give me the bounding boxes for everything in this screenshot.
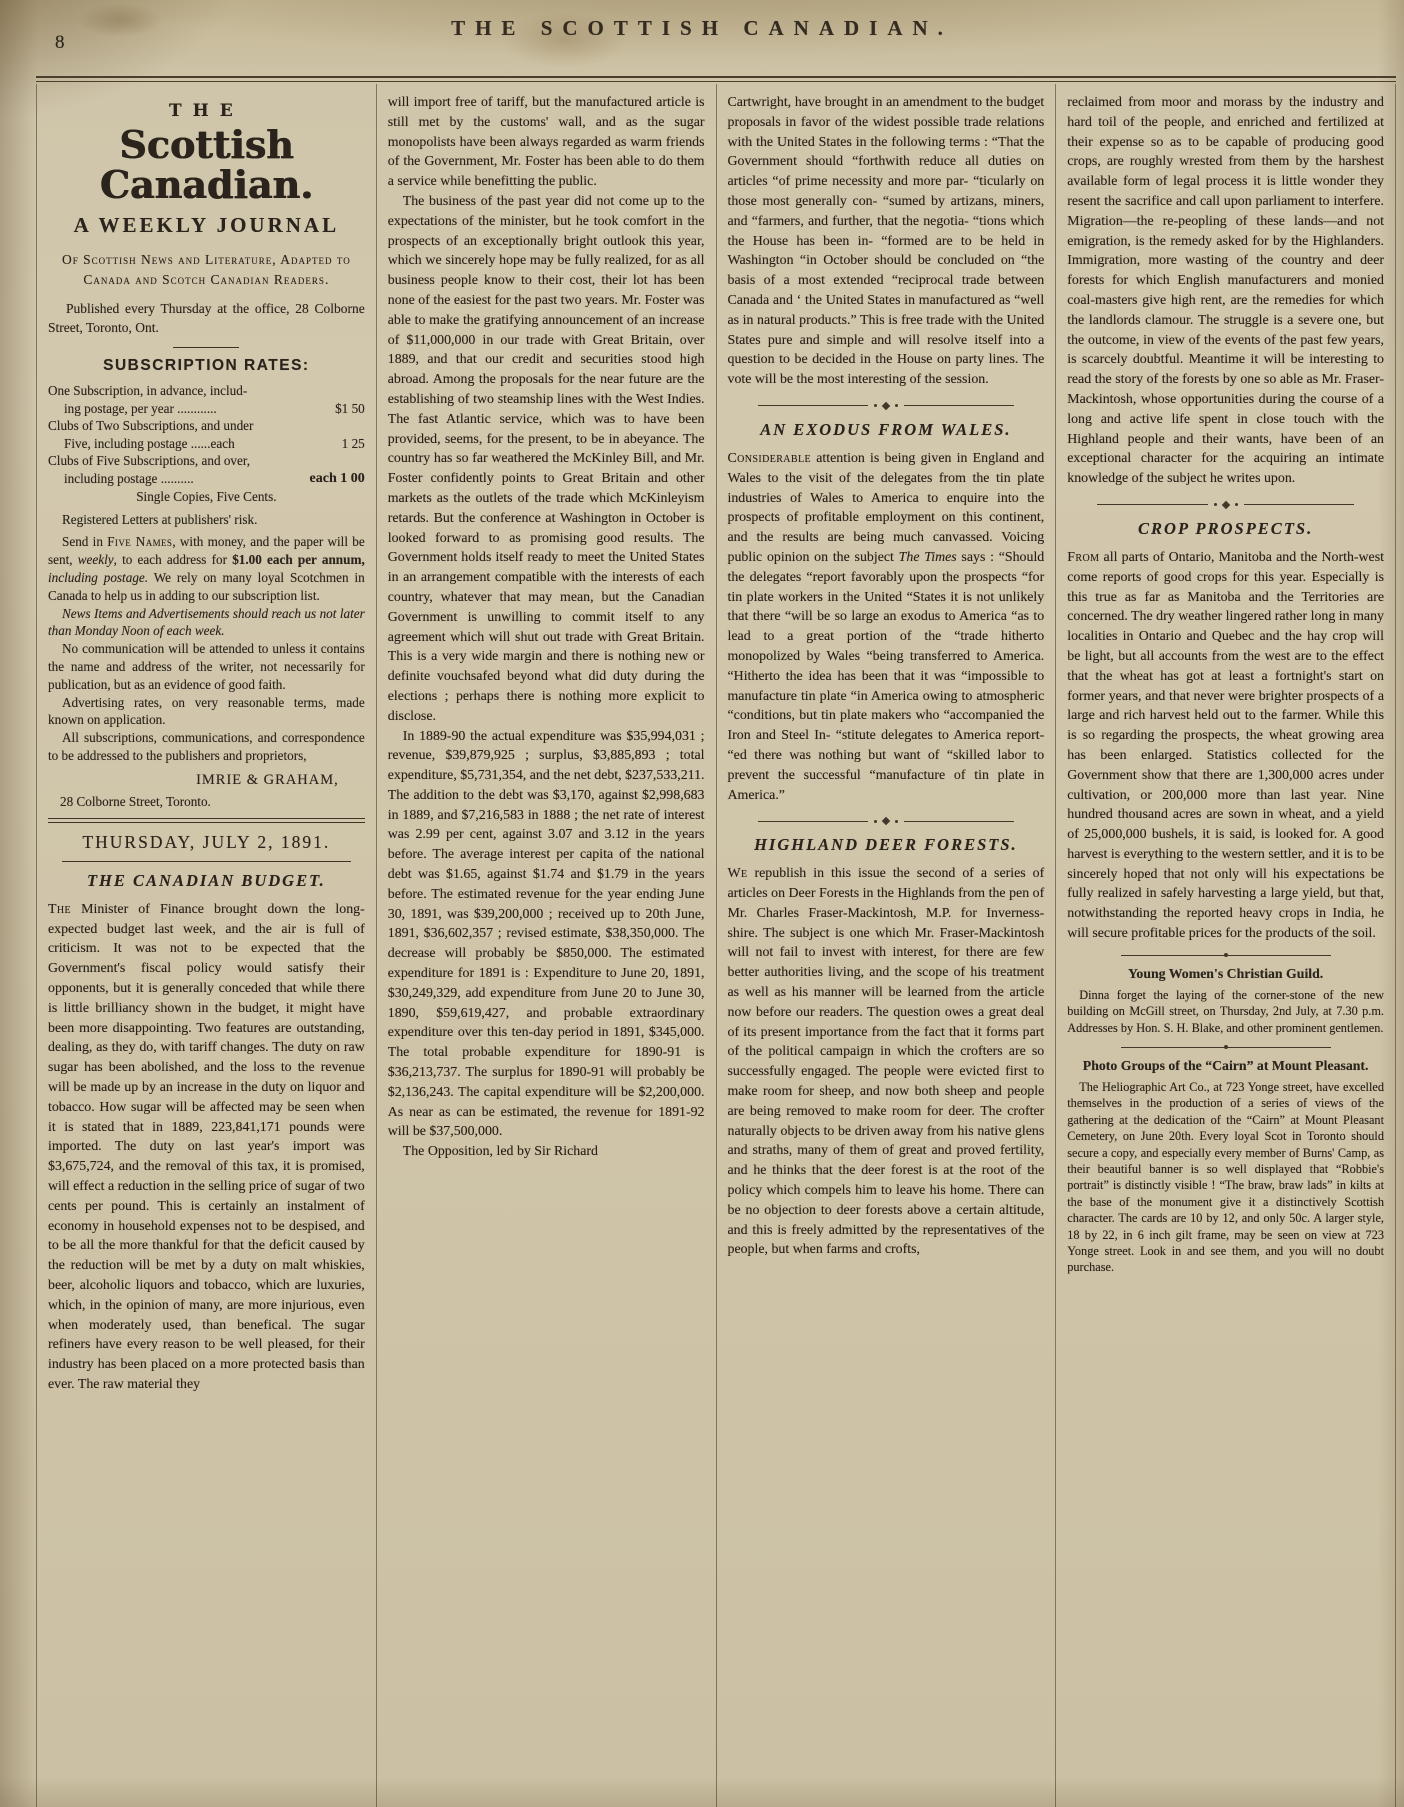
short-divider-rule [1121,1047,1331,1048]
send-five-names-note: Send in Five Names, with money, and the paper will be sent, weekly, to each address for $1.00 each per annum, including postage. We rely on many loyal Scotchmen in Canada to help us in adding to our subscription list. [48,534,365,603]
article-paragraph: Cartwright, have brought in an amendment to the budget proposals in favor of the widest possible trade relations with the United States in the following terms : “That the Government should “forthwith reduce all duties on articles “of prime necessity and more par- “ticularly on those most generally con- “sumed by artizans, miners, and “farmers, and further, that the negotia- “tions which the House has been in- “formed are to be held in Washington “in October should be concluded on “the basis of a most extended “reciprocal trade between Canada and ‘ the United States in manufactured as “well as in natural products.” This is free trade with the United States pure and simple and will resolve itself into a question to be decided in the House on party lines. The vote will be the most interesting of the session. [727,95,1045,388]
article-paragraph: From all parts of Ontario, Manitoba and the North-west come reports of good crops for this year. Especially is this true as far as Manitoba and the Territories are concerned. The dry weather lingered rather long in many localities in Ontario and Quebec and the hay crop will be light, but all accounts from the west are to the effect that the wheat has got at least a fortnight's start on former years, and that never were brighter prospects of a large and rich harvest held out to the farmer. While this is so regarding the prospects, the wheat growing area has been enlarged. Statistics collected for the Government show that there are 1,300,000 acres under cultivation, or 200,000 more than last year. Nine hundred thousand acres are sown in wheat, and a yield of 25,000,000 bushels, it is said, is looked for. A good harvest is everything to the western settler, and it is to be sincerely hoped that not only will his expectations be fully realized in safely harvesting a large yield, but that, notwithstanding the reported heavy crops in India, he will secure profitable prices for the products of the soil. [1067,549,1384,942]
article-paragraph: The business of the past year did not come up to the expectations of the minister, but he took comfort in the prospects of an exceptionally bright outlook this year, which we sincerely hope may be fully realized, for as all business people know to their cost, their lot has been none of the easiest for the past two years. Mr. Foster was able to make the gratifying announcement of an increase of $11,000,000 in our trade with Great Britain, over 1889, and that our credit and securities stood high abroad. Among the proposals for the near future are the establishing of two steamship lines with the West Indies. The fast Atlantic service, which was to have been provided, seems, for the present, to be in abeyance. The country has so far weathered the McKinley Bill, and Mr. Foster confidently points to Great Britain and other markets as the outlets of the trade which McKinleyism retards. But the conference at Washington in October is looked forward to as promising good results. The Government holds itself ready to meet the United States in an arrangement compatible with the interests of each country, whatever that may mean, but the Canadian Government is unwilling to commit itself to any agreement which will shut out trade with Great Britain. This is a very wide margin and there is nothing new or definite vouchsafed beyond what did duty during the elections ; perhaps there is nothing more explicit to disclose. [387,193,705,724]
article-paragraph: will import free of tariff, but the manufactured article is still met by the customs' wall, and as the sugar monopolists have been always regarded as warm friends of the Government, Mr. Foster has been able to do them a service while benefitting the public. [387,95,705,190]
article-divider-ornament [758,403,1015,409]
news-items-note: News Items and Advertisements should reach us not later than Monday Noon of each week. [48,605,365,639]
running-title: THE SCOTTISH CANADIAN. [451,16,953,40]
article-divider-ornament [1097,502,1354,508]
masthead-description: Of Scottish News and Literature, Adapted to Canada and Scotch Canadian Readers. [62,251,351,288]
rate-line: Five, including postage ......each 1 25 [64,435,365,451]
short-rule [173,347,239,348]
note-title-young-womens-christian-guild: Young Women's Christian Guild. [1127,965,1324,981]
article-paragraph: reclaimed from moor and morass by the industry and hard toil of the people, and enriched and fertilized at their expense so as to be capable of producing good crops, are roughly wrested from them by the harshest available form of legal process it is little wonder they resent the sacrifice and call upon parliament to interfere. Migration—the re-peopling of these lands—and not emigration, is the remedy asked for by the Highlanders. Immigration, more wasting of the country and deer forests for which English manufacturers and monied coal-masters give high rent, are the remedies for which the landlords clamour. The struggle is a severe one, but the outcome, in view of the events of the past few years, is scarcely doubtful. Meantime it will be interesting to read the story of the forests by one so able as Mr. Fraser-Mackintosh, whose opportunities during the course of a long and active life spent in close touch with the Highland people and their wants, have been of an exceptional character for the acquiring an intimate knowledge of the subject he writes upon. [1067,95,1384,487]
rate-line: ing postage, per year ............ $1 50 [64,400,365,416]
published-note: Published every Thursday at the office, 28 Colborne Street, Toronto, Ont. [48,301,365,336]
rate-line: Clubs of Five Subscriptions, and over, [48,453,251,469]
double-rule [48,818,365,823]
column-3 [717,84,1057,1807]
column-2 [377,84,717,1807]
article-paragraph: The Minister of Finance brought down the long-expected budget last week, and the air is full of criticism. It was not to be expected that the Government's fiscal policy would satisfy their opponents, but it is generally conceded that while there is little brilliancy shown in the budget, it might have been more disappointing. Two features are outstanding, dealing, as they do, with tariff changes. The duty on raw sugar has been abolished, and the loss to the revenue will be made up by an increase in the duty on liquor and tobacco. How sugar will be affected may be seen when it is stated that in 1889, 223,841,171 pounds were imported. The duty on last year's import was $3,675,724, and the removal of this tax, it is promised, will effect a reduction in the selling price of sugar of two cents per pound. This is certainly an instalment of economy in household expenses not to be despised, and to be all the more thankful for that the deficit caused by the reduction will be met by a duty on malt whiskies, beer, alcoholic liquors and tobacco, which are luxuries, which, in the opinion of many, are more injurious, even when moderately used, than benefical. The sugar refiners have every reason to be well pleased, for their industry has been placed on a more protected basis than ever. The raw material they [48,901,365,1392]
article-divider-ornament [758,818,1015,824]
column-1 [37,84,377,1807]
publisher-address: 28 Colborne Street, Toronto. [60,793,211,809]
header-double-rule [36,76,1396,82]
issue-dateline: THURSDAY, JULY 2, 1891. [82,831,331,852]
thin-rule [62,861,351,862]
note-title-photo-groups-cairn: Photo Groups of the “Cairn” at Mount Pleasant. [1082,1058,1369,1074]
rate-line: One Subscription, in advance, includ- [48,383,248,399]
article-paragraph: We republish in this issue the second of a series of articles on Deer Forests in the Highlands from the pen of Mr. Charles Fraser-Mackintosh, M.P. for Inverness-shire. The subject is one which Mr. Fraser-Mackintosh will not fail to invest with interest, for there are few better authorities living, and the scope of his treatment as well as his manner will be learned from the article now before our readers. The question owes a great deal of its present importance from the fact that it forms part of the political campaign in which the crofters are so successfully engaged. The people were evicted first to make room for sheep, and now both sheep and people are being removed to make room for deer. The crofter naturally objects to be driven away from his native glens and straths, many of them of great and proved fertility, and he thinks that the deer forest is at the root of the policy which compels him to leave his home. There can be no objection to deer forests above a certain altitude, and this is freely admitted by the representatives of the people, but when farms and crofts, [727,866,1045,1258]
short-divider-rule [1121,955,1331,956]
advertising-note: Advertising rates, on very reasonable terms, made known on application. [48,694,365,728]
masthead-subtitle: A WEEKLY JOURNAL [73,212,340,237]
rate-price: $1 50 [335,400,365,416]
correspondence-note: All subscriptions, communications, and correspondence to be addressed to the publishers and proprietors, [48,730,365,763]
registered-letters-note: Registered Letters at publishers' risk. [62,511,258,527]
rate-line: Clubs of Two Subscriptions, and under [48,418,254,434]
masthead-title: Scottish Canadian. [99,122,314,207]
article-title-crop-prospects: CROP PROSPECTS. [1138,518,1314,538]
no-communication-note: No communication will be attended to unless it contains the name and address of the writer, not necessarily for publication, but as an evidence of good faith. [48,641,365,692]
rate-line: including postage .......... each 1 00 [64,471,365,487]
column-container [36,84,1396,1807]
rate-price: 1 25 [341,435,365,451]
subscription-rates-heading: SUBSCRIPTION RATES: [103,357,310,375]
article-paragraph: The Opposition, led by Sir Richard [402,1144,598,1160]
rate-price-bold: each 1 00 [309,471,365,487]
article-title-highland-deer-forests: HIGHLAND DEER FORESTS. [754,835,1018,855]
note-paragraph: The Heliographic Art Co., at 723 Yonge street, have excelled themselves in the production of a series of views of the gathering at the dedication of the “Cairn” at Mount Pleasant Cemetery, on June 20th. Every loyal Scot in Toronto should secure a copy, and especially every member of Burns' Camp, as their beautiful banner is so well displayed that “Robbie's portrait” is distinctly visible ! “The braw, braw lads” in kilts at the base of the monument give it a distinctively Scottish character. The cards are 10 by 12, and only 50c. A larger style, 18 by 22, in 6 inch gilt frame, may be seen on view at 723 Yonge street. Look in and see them, and you will no doubt purchase. [1067,1079,1384,1275]
column-4 [1056,84,1396,1807]
publisher-name: IMRIE & GRAHAM, [196,771,339,788]
rate-line: Single Copies, Five Cents. [136,488,277,504]
article-paragraph: In 1889-90 the actual expenditure was $35,994,031 ; revenue, $39,879,925 ; surplus, $3,885,893 ; total expenditure, $5,731,354, and the net debt, $237,533,211. The addition to the debt was $3,170, against $2,998,683 in 1889, and $7,216,583 in 1888 ; the net rate of interest was 2.99 per cent, against 3.07 and 3.12 in the years before. The average interest per capita of the national debt was $1.65, against $1.74 and $1.79 in the years before. The estimated revenue for the year ending June 30, 1891, was $39,200,000 ; received up to 20th June, 1891, $36,602,357 ; revised estimate, $38,350,000. The decrease will probably be $850,000. The estimated expenditure for 1891 is : Expenditure to June 20, 1891, $30,249,329, add expenditure from June 20 to June 30, 1890, $59,619,427, and probable extraordinary expenditure over this ten-day period in 1891, $345,000. The total probable expenditure for 1890-91 is $36,213,737. The surplus for 1890-91 will probably be $2,136,243. The capital expenditure will be $2,200,000. As near as can be estimated, the revenue for 1891-92 will be $37,500,000. [387,728,705,1140]
article-title-canadian-budget: THE CANADIAN BUDGET. [86,870,326,890]
article-title-exodus-from-wales: AN EXODUS FROM WALES. [760,419,1012,439]
article-paragraph: Considerable attention is being given in England and Wales to the visit of the delegates from the tin plate industries of Wales to America to enquire into the prospects of profitable employment on this continent, and the results are being much canvassed. Voicing public opinion on the subject The Times says : “Should the delegates “report favorably upon the prospects “for tin plate workers in the United “States it is not unlikely that there “will be so large an exodus to America “as to lead to a great portion of the “trade hitherto monopolized by Wales “being transferred to America. “Hitherto the idea has been that it was “impossible to manufacture tin plate “in America owing to atmospheric “conditions, but tin plate makers who “accompanied the Iron and Steel In- “stitute delegates to America report- “ed there was nothing but want of “skilled labor to prevent the successful “manufacture of tin plate in America.” [727,450,1045,803]
masthead-kicker: THE [169,101,244,121]
page-number: 8 [55,32,65,53]
note-paragraph: Dinna forget the laying of the corner-stone of the new building on McGill street, on Thursday, 2nd July, at 7.30 p.m. Addresses by Hon. S. H. Blake, and other prominent gentlemen. [1067,987,1384,1035]
